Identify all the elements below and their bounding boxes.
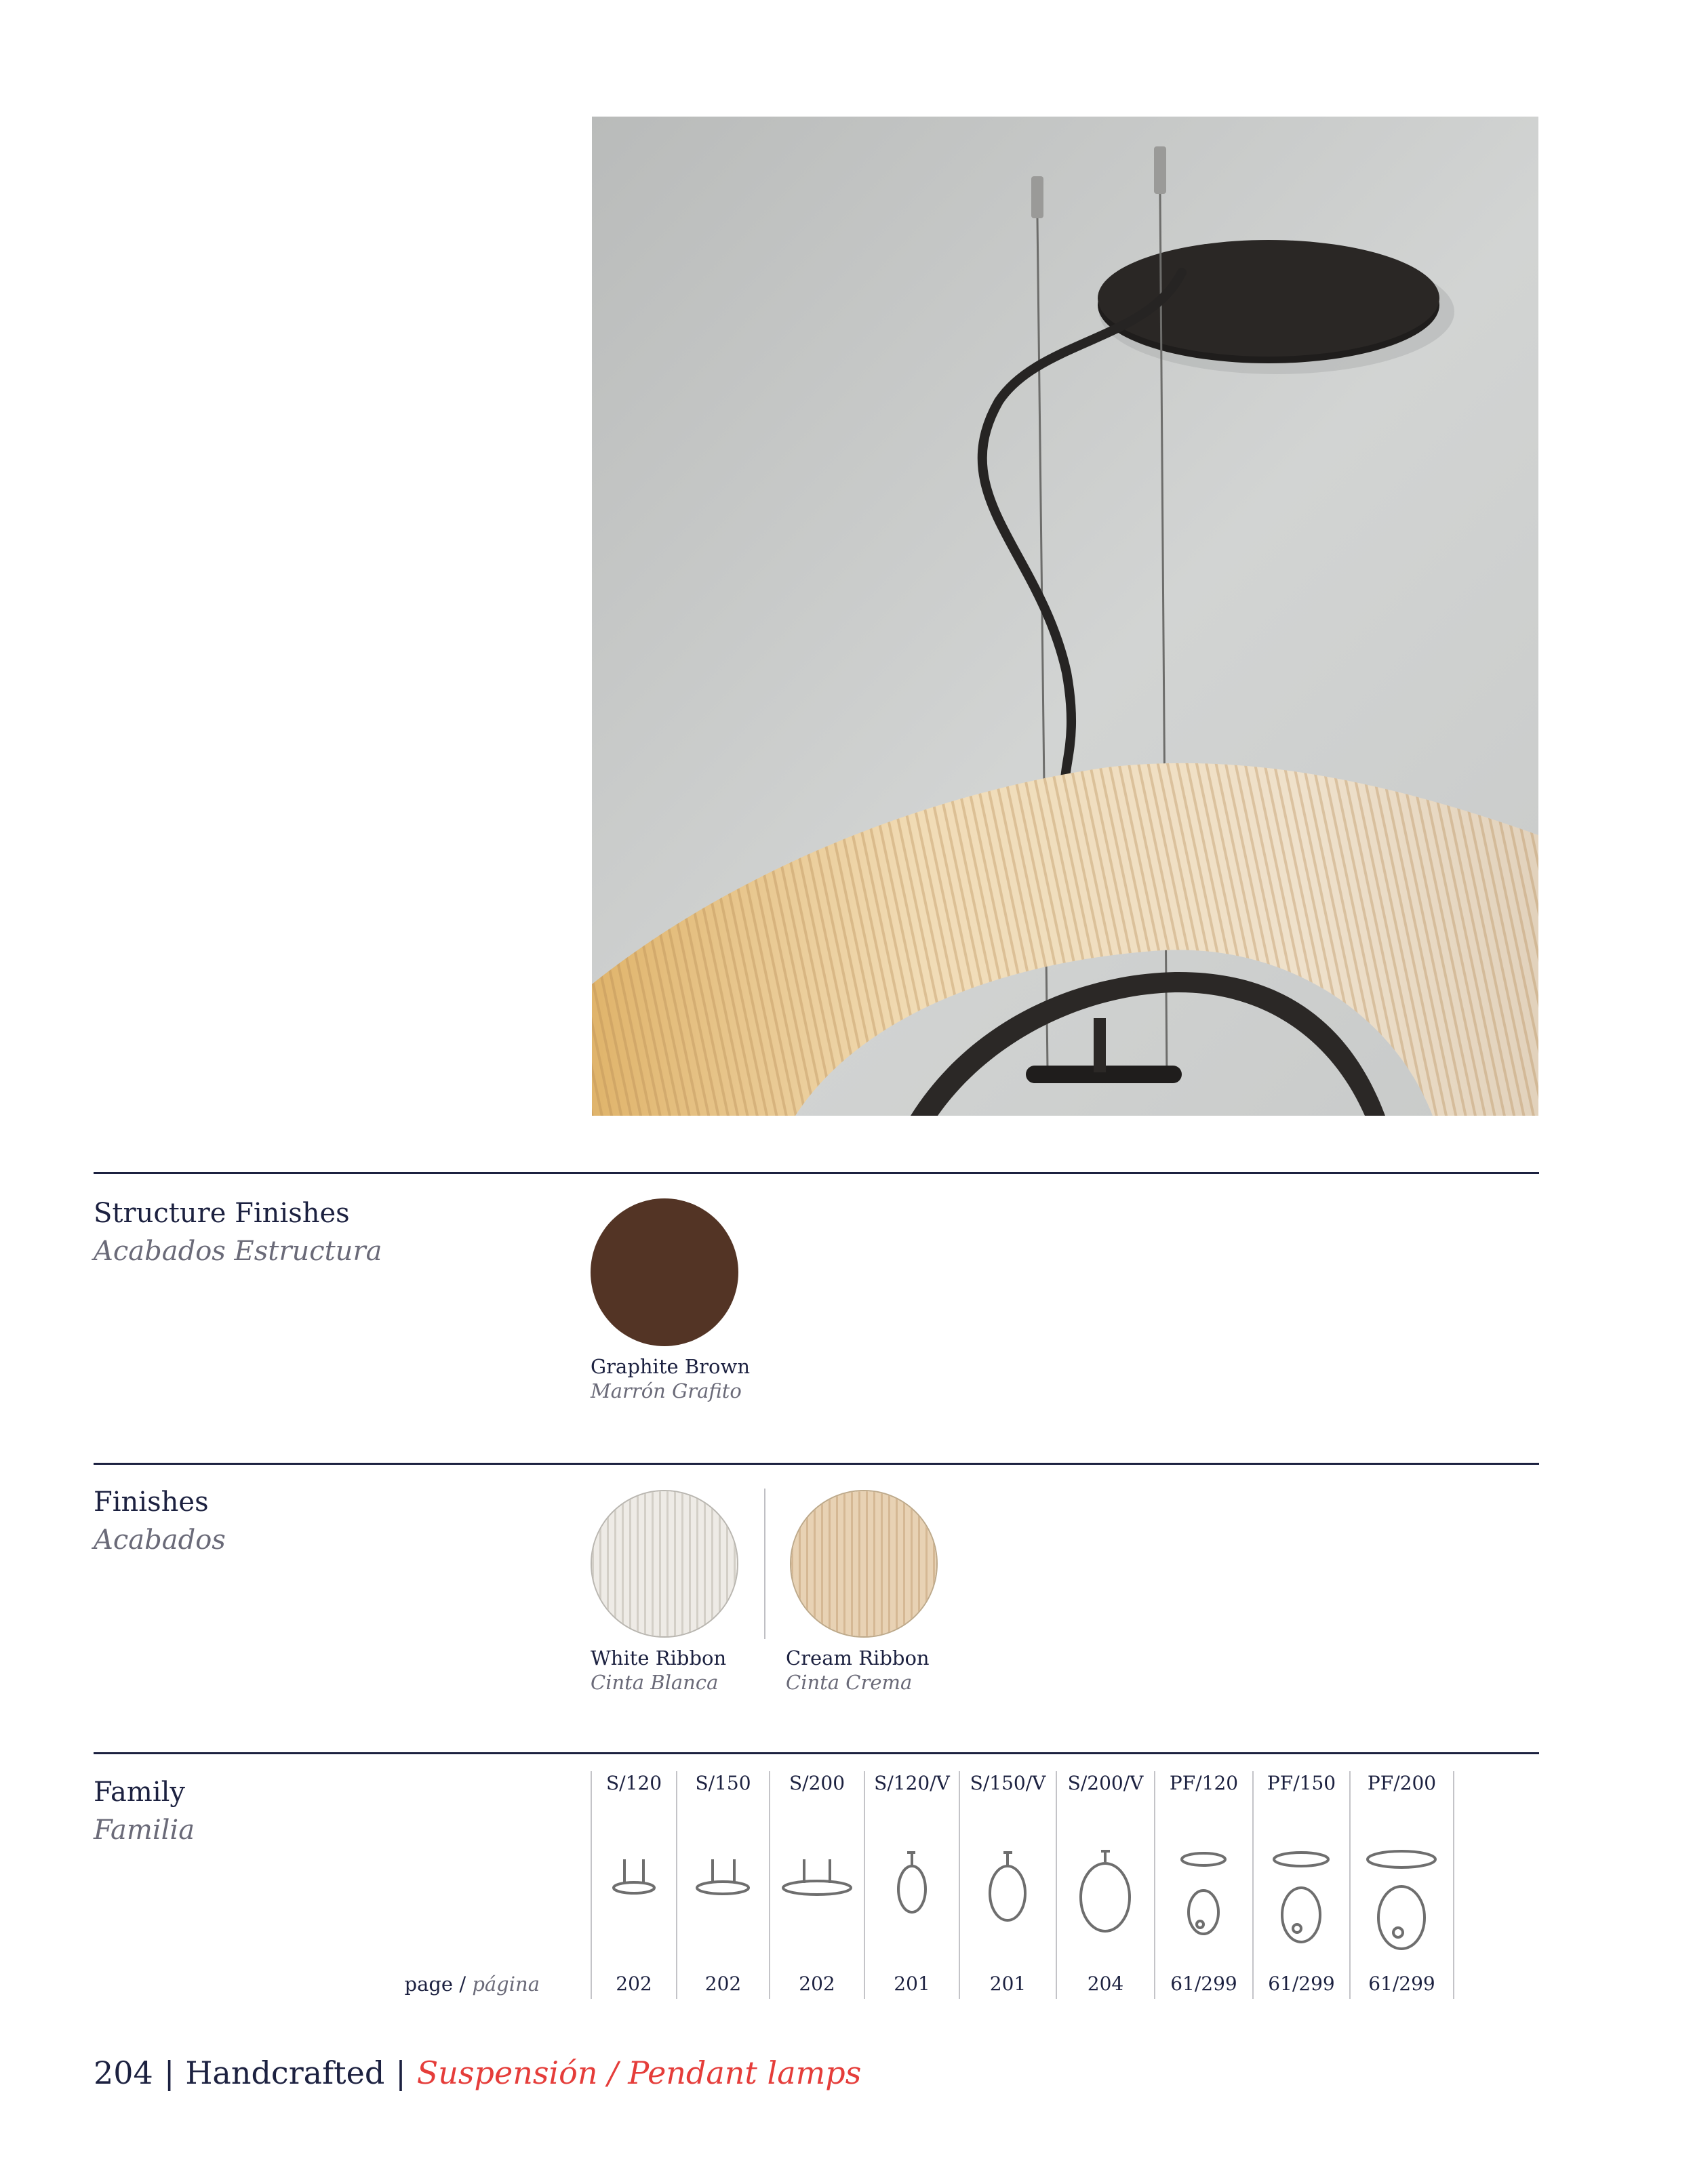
swatch-sublabel: Cinta Blanca: [591, 1671, 719, 1694]
structure-finishes-subtitle: Acabados Estructura: [94, 1236, 382, 1267]
swatch-label: Cream Ribbon: [786, 1646, 930, 1670]
horizontal-ring-medium-icon: [677, 1832, 769, 1968]
swatch-divider: [764, 1489, 765, 1639]
swatch-white-ribbon: [591, 1490, 738, 1638]
page-number: 204: [94, 2055, 153, 2091]
collection-name: Handcrafted: [185, 2055, 385, 2091]
family-item[interactable]: [677, 1771, 769, 1999]
finishes-subtitle: Acabados: [94, 1524, 226, 1556]
family-item[interactable]: [1254, 1771, 1349, 1999]
swatch-sublabel: Cinta Crema: [786, 1671, 913, 1694]
section-divider: [94, 1172, 1539, 1174]
family-item[interactable]: [1155, 1771, 1252, 1999]
family-title: Family: [94, 1777, 185, 1808]
family-page: 202: [799, 1973, 835, 1995]
family-code: S/200/V: [1067, 1772, 1144, 1794]
family-page: 201: [894, 1973, 930, 1995]
page-footer: [94, 2054, 861, 2092]
family-item[interactable]: [770, 1771, 864, 1999]
horizontal-ring-small-icon: [592, 1832, 676, 1968]
family-code: S/120: [605, 1772, 662, 1794]
family-code: S/150/V: [970, 1772, 1046, 1794]
structure-finishes-title: Structure Finishes: [94, 1198, 350, 1229]
family-page: 61/299: [1368, 1973, 1435, 1995]
family-item[interactable]: [960, 1771, 1056, 1999]
swatch-label: Graphite Brown: [591, 1355, 751, 1378]
page-label-en: page: [404, 1973, 454, 1996]
family-subtitle: Familia: [94, 1815, 195, 1846]
swatch-label: White Ribbon: [591, 1646, 727, 1670]
footer-separator: |: [395, 2055, 406, 2091]
page-label: page / página: [404, 1973, 540, 1996]
table-separator: [1453, 1771, 1454, 1999]
vertical-ring-large-icon: [1057, 1832, 1154, 1968]
section-divider: [94, 1752, 1539, 1754]
family-page: 201: [989, 1973, 1027, 1995]
family-page: 61/299: [1170, 1973, 1237, 1995]
swatch-cream-ribbon: [790, 1490, 938, 1638]
family-code: S/150: [695, 1772, 751, 1794]
family-page: 61/299: [1268, 1973, 1335, 1995]
family-code: PF/150: [1267, 1772, 1336, 1794]
finishes-title: Finishes: [94, 1487, 209, 1518]
family-item[interactable]: [1351, 1771, 1453, 1999]
family-item[interactable]: [592, 1771, 676, 1999]
horizontal-ring-large-icon: [770, 1832, 864, 1968]
family-code: PF/200: [1367, 1772, 1437, 1794]
footer-separator: |: [163, 2055, 175, 2091]
swatch-graphite-brown: [591, 1198, 738, 1346]
wall-ceiling-ring-large-icon: [1351, 1832, 1453, 1968]
category-name: Suspensión / Pendant lamps: [416, 2055, 862, 2091]
wall-ceiling-ring-medium-icon: [1254, 1832, 1349, 1968]
product-photo: [592, 117, 1538, 1116]
vertical-ring-medium-icon: [960, 1832, 1056, 1968]
section-divider: [94, 1463, 1539, 1465]
family-code: S/200: [789, 1772, 845, 1794]
family-page: 202: [616, 1973, 652, 1995]
family-code: PF/120: [1169, 1772, 1239, 1794]
family-code: S/120/V: [874, 1772, 950, 1794]
swatch-sublabel: Marrón Grafito: [591, 1379, 742, 1402]
family-item[interactable]: [1057, 1771, 1154, 1999]
vertical-ring-small-icon: [865, 1832, 959, 1968]
family-page: 202: [704, 1973, 742, 1995]
family-item[interactable]: [865, 1771, 959, 1999]
wall-ceiling-ring-small-icon: [1155, 1832, 1252, 1968]
page-label-es: página: [472, 1973, 540, 1996]
family-page: 204: [1087, 1973, 1124, 1995]
